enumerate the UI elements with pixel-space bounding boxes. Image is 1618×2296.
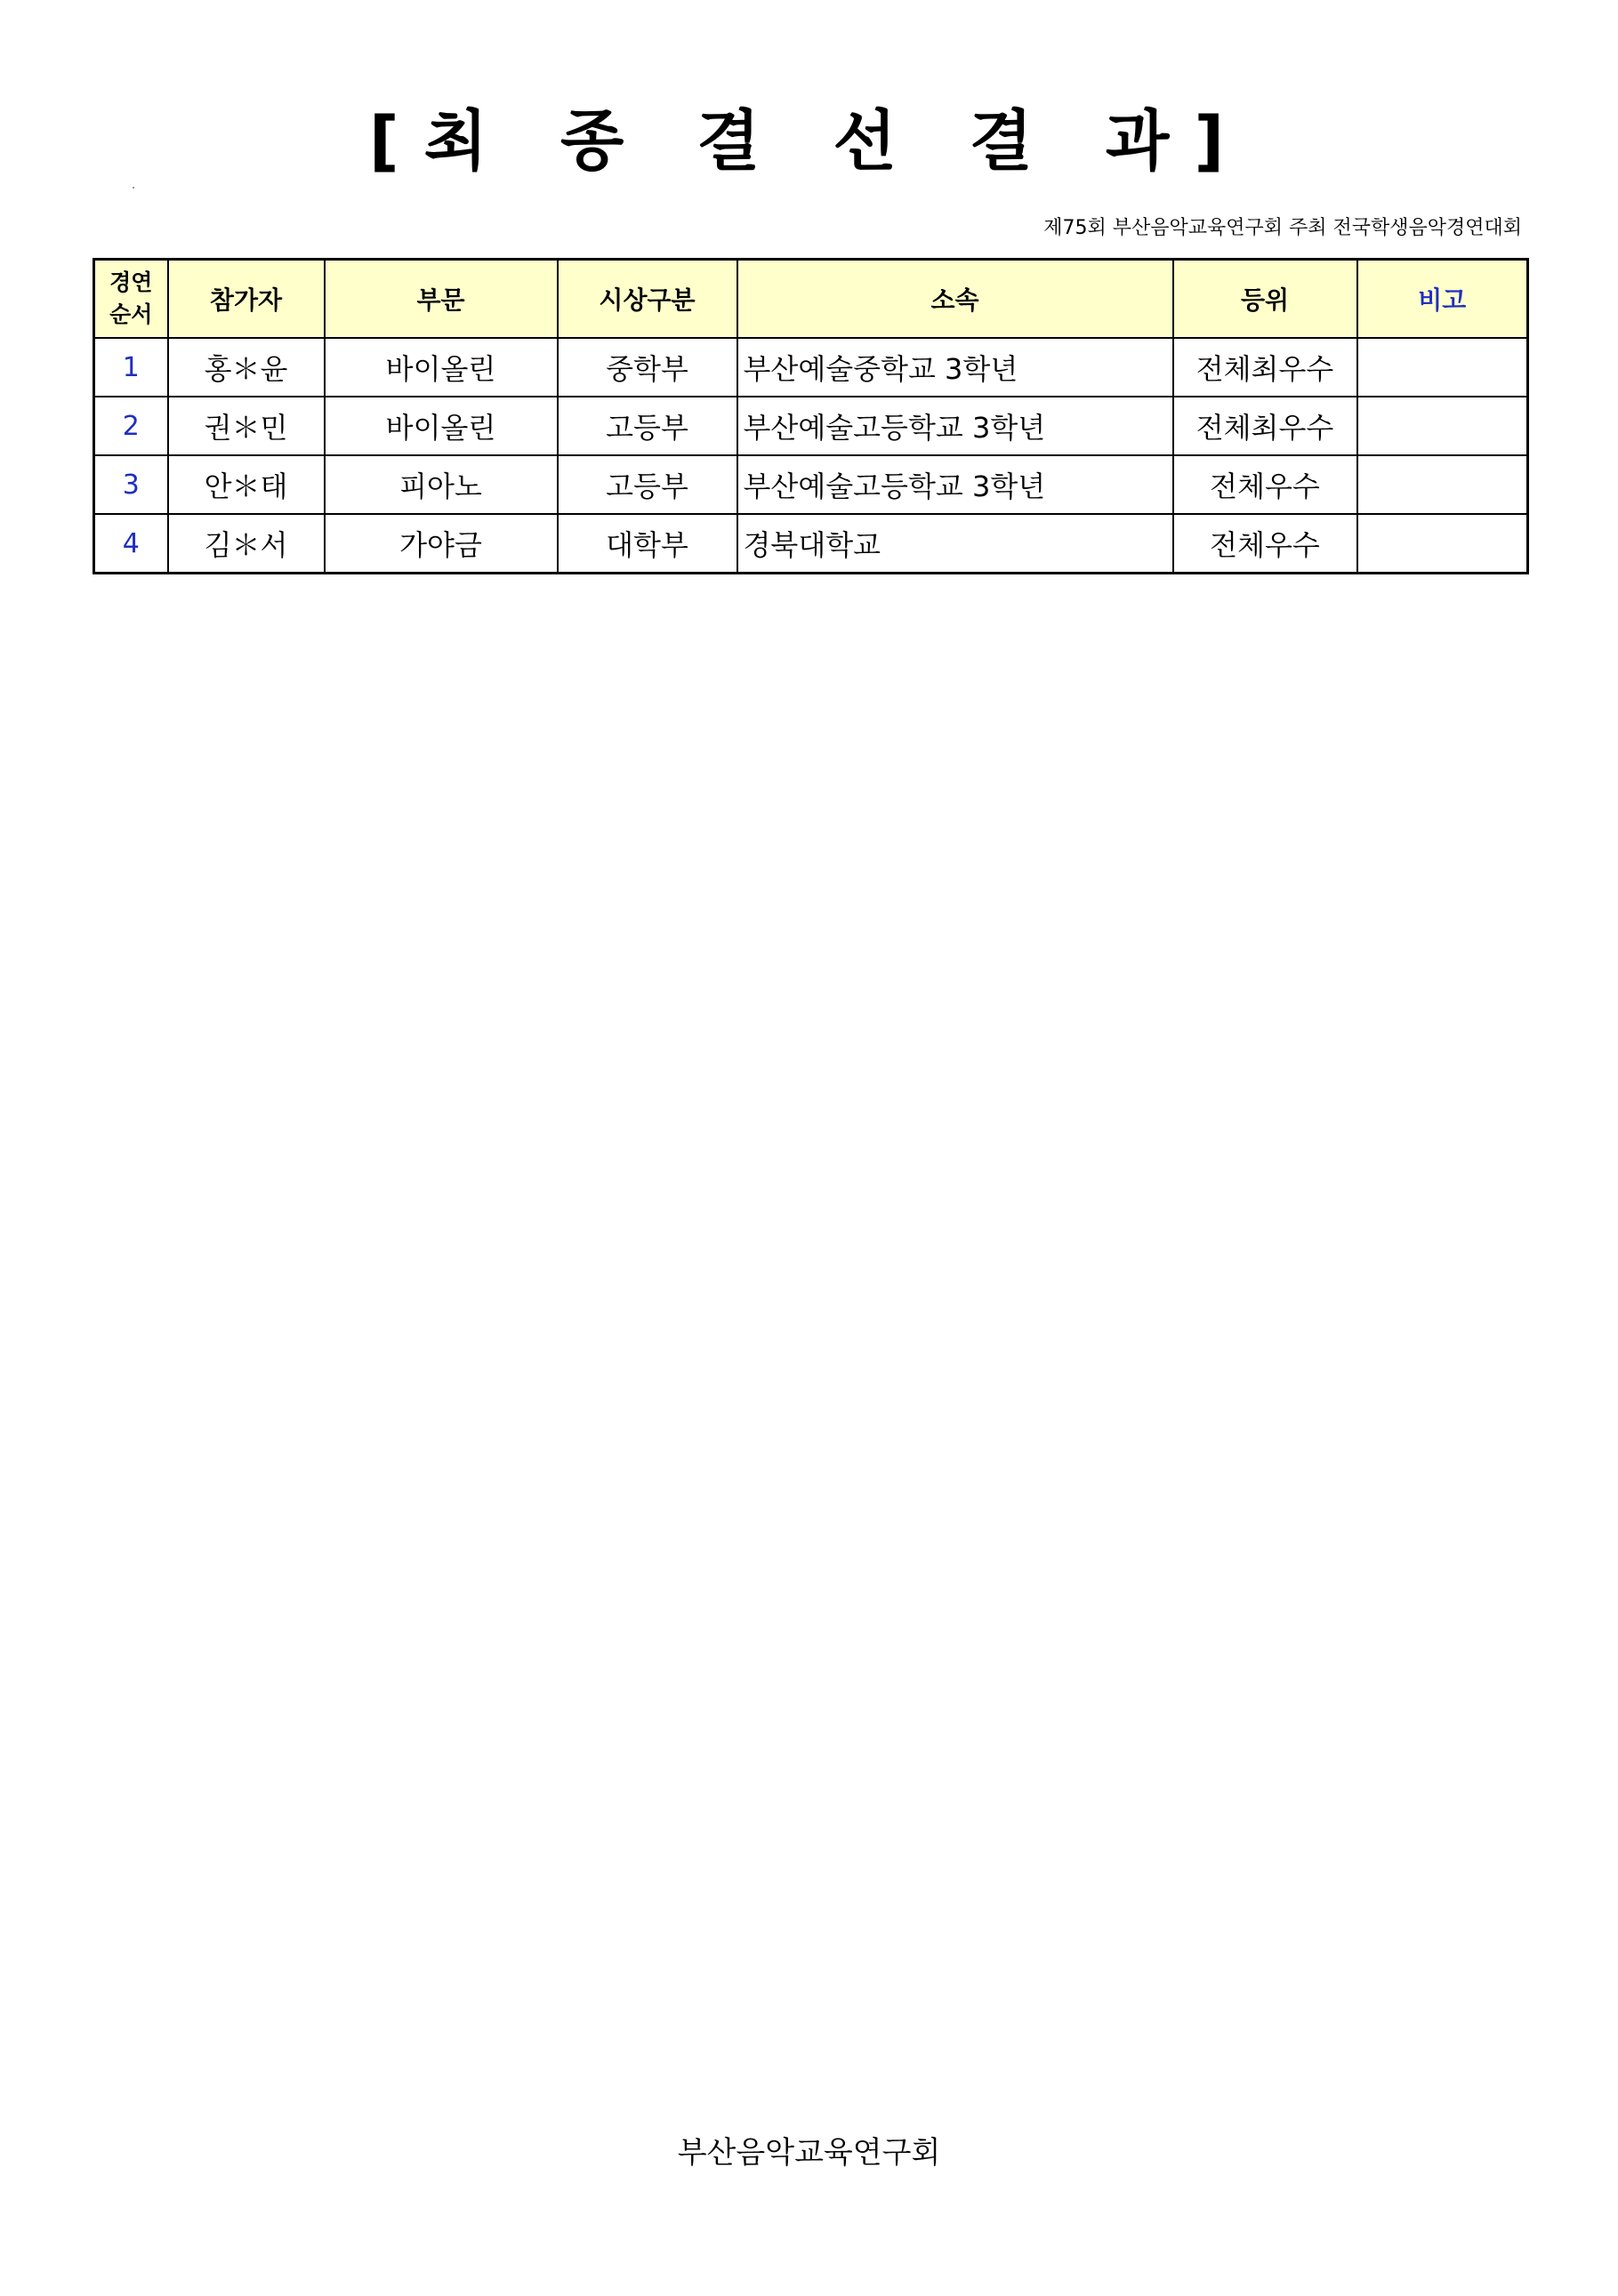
table-row [94,455,1528,514]
rank-cell: 전체최우수 [1173,338,1357,397]
affiliation-cell: 부산예술고등학교 3학년 [737,397,1173,455]
rank-cell: 전체최우수 [1173,397,1357,455]
header-affiliation: 소속 [737,260,1173,339]
header-award-category: 시상구분 [558,260,737,339]
header-note: 비고 [1357,260,1528,339]
decorative-dot [133,187,134,189]
rank-cell: 전체우수 [1173,455,1357,514]
table-row [94,397,1528,455]
header-rank: 등위 [1173,260,1357,339]
award-category-cell: 대학부 [558,514,737,574]
note-cell [1357,338,1528,397]
division-cell: 가야금 [325,514,558,574]
note-cell [1357,455,1528,514]
affiliation-cell: 부산예술고등학교 3학년 [737,455,1173,514]
header-order-line2: 순서 [109,301,153,327]
affiliation-cell: 경북대학교 [737,514,1173,574]
header-order [94,260,168,339]
header-order-line1: 경연 [109,269,153,295]
order-cell: 2 [94,397,168,455]
division-cell: 바이올린 [325,338,558,397]
page-title: [최 종 결 선 결 과] [368,103,1250,180]
footer-organization: 부산음악교육연구회 [677,2135,941,2171]
header-participant: 참가자 [168,260,325,339]
award-category-cell: 중학부 [558,338,737,397]
participant-cell: 김＊서 [168,514,325,574]
participant-cell: 안＊태 [168,455,325,514]
participant-cell: 권＊민 [168,397,325,455]
division-cell: 바이올린 [325,397,558,455]
order-cell: 4 [94,514,168,574]
note-cell [1357,397,1528,455]
participant-cell: 홍＊윤 [168,338,325,397]
table-header-row [94,260,1528,339]
order-cell: 3 [94,455,168,514]
document-subtitle: 제75회 부산음악교육연구회 주최 전국학생음악경연대회 [1043,217,1522,239]
rank-cell: 전체우수 [1173,514,1357,574]
order-cell: 1 [94,338,168,397]
note-cell [1357,514,1528,574]
results-table [93,258,1529,574]
table-row [94,514,1528,574]
header-division: 부문 [325,260,558,339]
affiliation-cell: 부산예술중학교 3학년 [737,338,1173,397]
award-category-cell: 고등부 [558,455,737,514]
award-category-cell: 고등부 [558,397,737,455]
division-cell: 피아노 [325,455,558,514]
table-row [94,338,1528,397]
